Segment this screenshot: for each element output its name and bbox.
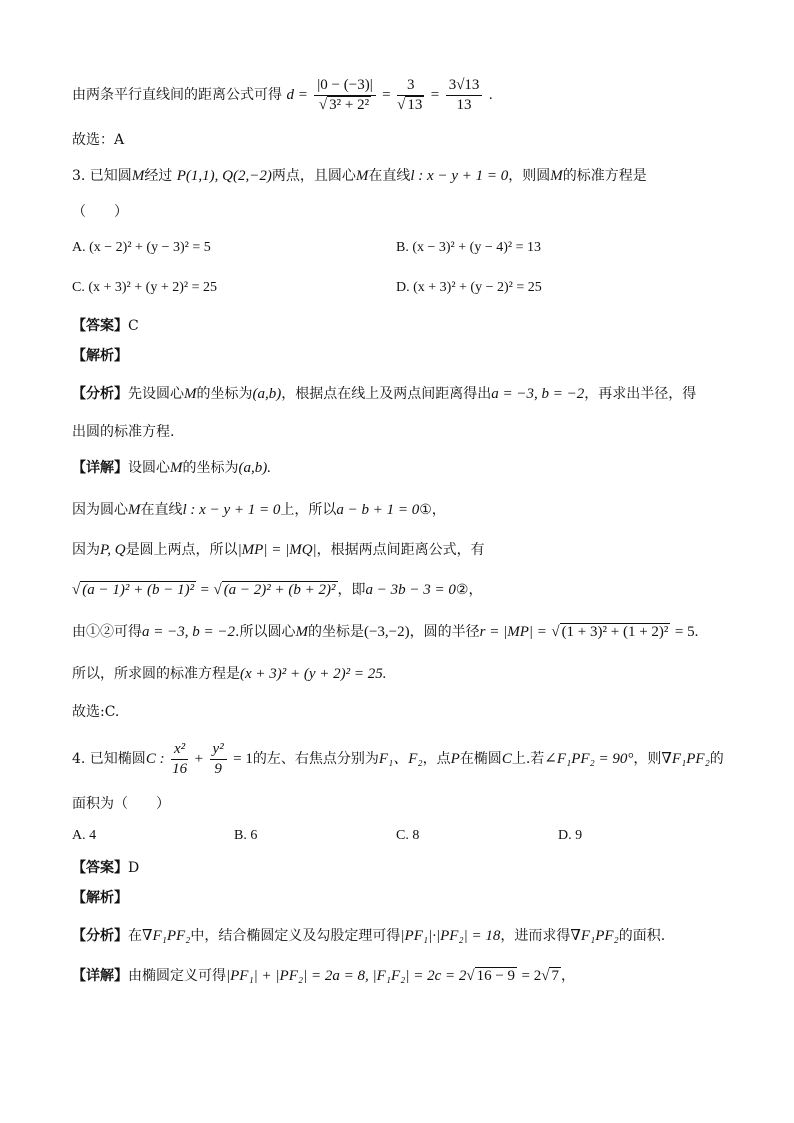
y-fraction: $\frac{\text{y²}}{9}$ [210,740,227,779]
q3-xiangjie-4: √ (a − 1)² + (b − 1)² = √ (a − 2)² + (b + 2)² ，即a − 3b − 3 = 0②， [72,582,483,598]
q3-answer: 【答案】C [72,318,139,334]
q3-xiangjie-1: 【详解】设圆心M的坐标为(a,b). [72,460,271,476]
fraction-1-den: √ 3² + 2² [318,96,370,113]
formula-lhs: d = [286,87,308,103]
distance-formula-line: 由两条平行直线间的距离公式可得 d = $\frac{|0 - (-3)|}{\text{√ 3² + 2²}}$ = $\frac{3}{√ 13}$ = $\frac{3√13}{13}$ . [72,76,493,113]
q4-option-d: D. 9 [558,828,583,843]
fraction-1 [314,76,375,115]
q4-answer: 【答案】D [72,860,140,876]
fraction-3-num: 3√13 [446,76,483,96]
q3-xiangjie-6: 所以，所求圆的标准方程是(x + 3)² + (y + 2)² = 25. [72,666,387,682]
q3-xiangjie-2: 因为圆心M在直线l : x − y + 1 = 0上，所以a − b + 1 = 0①， [72,502,446,518]
choose-answer-a: 故选：A [72,132,125,148]
fraction-1-num: |0 − (−3)| [314,76,375,96]
fraction-2-num: 3 [397,76,424,96]
q3-option-c: C. (x + 3)² + (y + 2)² = 25 [72,280,217,295]
text: 由两条平行直线间的距离公式可得 [72,87,282,103]
fraction-2-den: √ 13 [397,96,423,113]
q4-stem-cont: 面积为（ ） [72,796,170,812]
x-fraction: $\frac{\text{x²}}{16}$ [172,740,188,777]
q3-option-a: A. (x − 2)² + (y − 3)² = 5 [72,240,211,255]
q3-choose: 故选:C. [72,704,120,720]
q4-xiangjie: 【详解】由椭圆定义可得|PF₁| + |PF₂| = 2a = 8, |F₁F₂| = 2c = 2√ 16 − 9 = 2√ 7 ， [72,968,575,984]
q3-option-b: B. (x − 3)² + (y − 4)² = 13 [396,240,541,255]
q3-fenxi: 【分析】先设圆心M的坐标为(a,b)，根据点在线上及两点间距离得出a = −3, b = −2，再求出半径，得 [72,386,697,402]
q3-analysis-label: 【解析】 [72,348,128,364]
q4-option-c: C. 8 [396,828,420,843]
fraction-2 [397,76,424,115]
q4-option-b: B. 6 [234,828,258,843]
fraction-3-den: 13 [456,96,472,113]
q3-stem: 3. 已知圆M经过 P(1,1), Q(2,−2)两点，且圆心M在直线l : x − y + 1 = 0，则圆M的标准方程是 [72,168,647,184]
q4-fenxi: 【分析】在∇F₁PF₂中，结合椭圆定义及勾股定理可得|PF₁|·|PF₂| = 18，进而求得∇F₁PF₂的面积. [72,928,666,944]
q3-xiangjie-3: 因为P, Q是圆上两点，所以|MP| = |MQ|，根据两点间距离公式，有 [72,542,485,558]
q3-fenxi-cont: 出圆的标准方程. [72,424,175,440]
fraction-3 [446,76,483,115]
q4-option-a: A. 4 [72,828,97,843]
answer-label: 【答案】 [72,318,128,334]
q4-stem: 4. 已知椭圆C : $\frac{\text{x²}}{16}$ + $\frac{\text{y²}}{9}$ = 1的左、右焦点分别为F₁、F₂，点P在椭圆C上.若∠F₁PF₂ = 90°，则∇F₁PF₂的 [72,740,724,777]
q3-option-d: D. (x + 3)² + (y − 2)² = 25 [396,280,542,295]
q4-analysis-label: 【解析】 [72,890,128,906]
q3-xiangjie-5: 由①②可得a = −3, b = −2.所以圆心M的坐标是(−3,−2)，圆的半径r = |MP| = √ (1 + 3)² + (1 + 2)² = 5. [72,624,699,640]
q3-paren: （ ） [72,204,128,220]
